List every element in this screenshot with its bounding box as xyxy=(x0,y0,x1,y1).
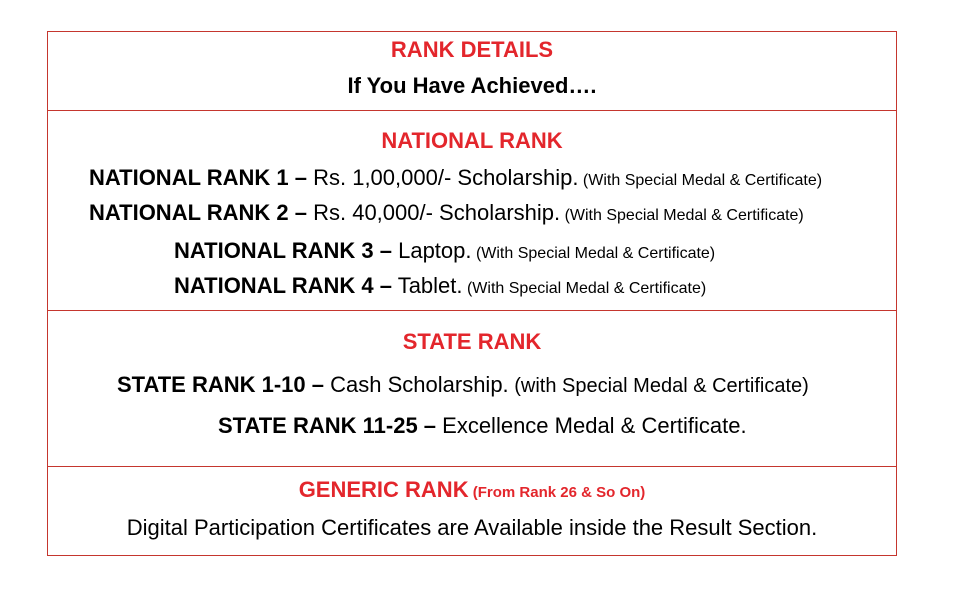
state-rank-section xyxy=(48,310,896,466)
reward-note: (with Special Medal & Certificate) xyxy=(508,375,809,397)
page-subtitle: If You Have Achieved…. xyxy=(347,73,597,98)
generic-rank-section xyxy=(48,466,896,555)
rank-label: STATE RANK 11-25 – xyxy=(218,413,437,438)
national-rank-1-row xyxy=(89,167,822,189)
reward-text: Cash Scholarship. xyxy=(324,372,509,397)
national-rank-heading: NATIONAL RANK xyxy=(381,128,563,153)
national-rank-3-row xyxy=(174,240,715,262)
rank-label: NATIONAL RANK 4 – xyxy=(174,273,392,298)
reward-note: (With Special Medal & Certificate) xyxy=(462,280,707,297)
generic-rank-text: Digital Participation Certificates are Available inside the Result Section. xyxy=(126,515,818,540)
generic-rank-heading: GENERIC RANK xyxy=(298,477,469,502)
rank-details-table xyxy=(47,31,897,556)
national-rank-2-row xyxy=(89,202,804,224)
state-rank-1-10-row xyxy=(117,374,809,396)
rank-label: NATIONAL RANK 1 – xyxy=(89,165,307,190)
reward-text: Rs. 40,000/- Scholarship. xyxy=(306,200,561,225)
national-rank-section xyxy=(48,110,896,310)
reward-note: (With Special Medal & Certificate) xyxy=(560,207,804,224)
page-title: RANK DETAILS xyxy=(390,37,554,62)
reward-text: Laptop. xyxy=(391,238,472,263)
reward-text: Rs. 1,00,000/- Scholarship. xyxy=(306,165,579,190)
generic-rank-note: (From Rank 26 & So On) xyxy=(468,484,646,501)
generic-rank-heading-row xyxy=(48,479,896,501)
reward-note: (With Special Medal & Certificate) xyxy=(578,172,823,189)
rank-label: NATIONAL RANK 3 – xyxy=(174,238,392,263)
rank-label: STATE RANK 1-10 – xyxy=(117,372,325,397)
reward-text: Tablet. xyxy=(391,273,463,298)
reward-note: (With Special Medal & Certificate) xyxy=(471,245,716,262)
state-rank-heading: STATE RANK xyxy=(402,329,542,354)
rank-label: NATIONAL RANK 2 – xyxy=(89,200,307,225)
reward-text: Excellence Medal & Certificate. xyxy=(436,413,747,438)
state-rank-11-25-row xyxy=(218,415,747,437)
header-section xyxy=(48,32,896,110)
national-rank-4-row xyxy=(174,275,706,297)
